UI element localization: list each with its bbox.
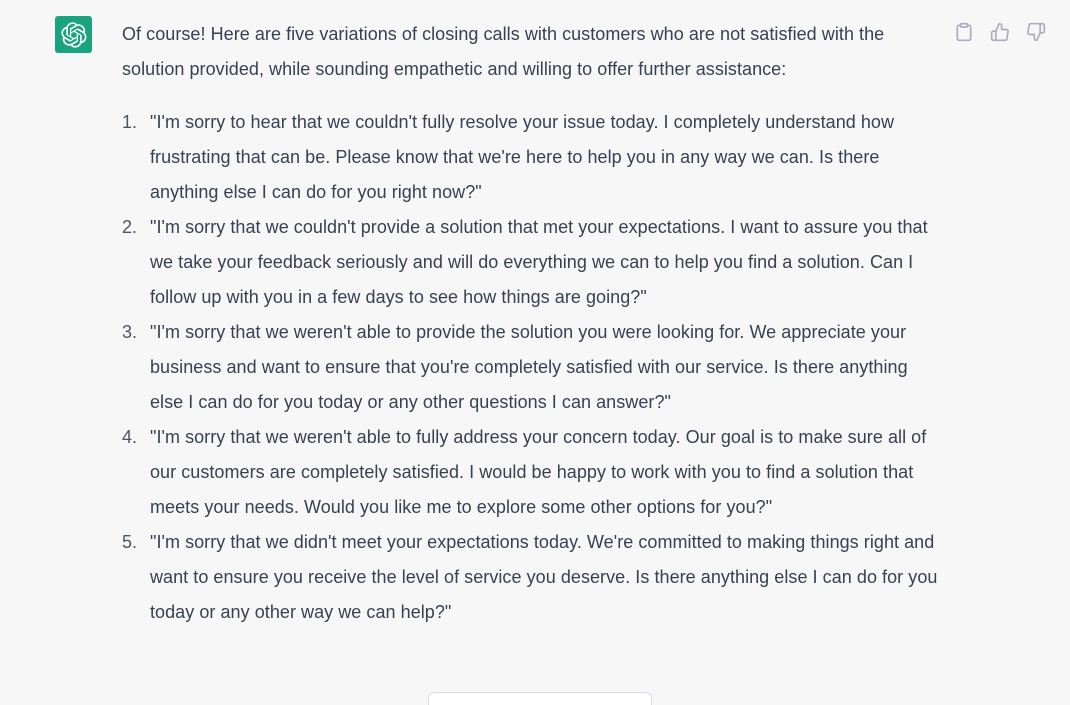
thumbs-up-button[interactable]: [988, 20, 1012, 44]
list-item-text: "I'm sorry that we didn't meet your expectations today. We're committed to making things right and want to ensure you receive the level of service you deserve. Is there anything else I can do for you today or any other way we can help?": [150, 532, 938, 622]
regenerate-button-edge[interactable]: [428, 692, 652, 705]
list-item-number: 5.: [122, 532, 138, 552]
list-item-number: 4.: [122, 427, 138, 447]
thumbs-up-icon: [990, 22, 1010, 42]
list-item: [122, 315, 942, 420]
list-item: [122, 420, 942, 525]
assistant-avatar: [55, 16, 92, 53]
list-item: [122, 210, 942, 315]
list-item-text: "I'm sorry that we couldn't provide a solution that met your expectations. I want to assure you that we take your feedback seriously and will do everything we can to help you find a solution. Can I follow up with you in a few days to see how things are going?": [150, 217, 928, 307]
list-item-number: 3.: [122, 322, 138, 342]
clipboard-icon: [954, 22, 974, 42]
message-intro: Of course! Here are five variations of closing calls with customers who are not satisfied with the solution provided, while sounding empathetic and willing to offer further assistance:: [122, 24, 885, 79]
list-item-text: "I'm sorry that we weren't able to provide the solution you were looking for. We appreciate your business and want to ensure that you're completely satisfied with our service. Is there anything else I can do for you today or any other questions I can answer?": [150, 322, 908, 412]
copy-button[interactable]: [952, 20, 976, 44]
thumbs-down-icon: [1026, 22, 1046, 42]
message-content: [122, 17, 942, 630]
list-item-text: "I'm sorry that we weren't able to fully address your concern today. Our goal is to make sure all of our customers are completely satisfied. I would be happy to work with you to find a solution that meets your needs. Would you like me to explore some other options for you?": [150, 427, 927, 517]
list-item-number: 2.: [122, 217, 138, 237]
list-item: [122, 105, 942, 210]
list-item-number: 1.: [122, 112, 138, 132]
variations-list: [122, 105, 942, 630]
openai-logo-icon: [61, 22, 87, 48]
list-item: [122, 525, 942, 630]
thumbs-down-button[interactable]: [1024, 20, 1048, 44]
list-item-text: "I'm sorry to hear that we couldn't fully resolve your issue today. I completely understand how frustrating that can be. Please know that we're here to help you in any way we can. Is there anything else I can do for you right now?": [150, 112, 895, 202]
message-actions: [952, 20, 1048, 44]
